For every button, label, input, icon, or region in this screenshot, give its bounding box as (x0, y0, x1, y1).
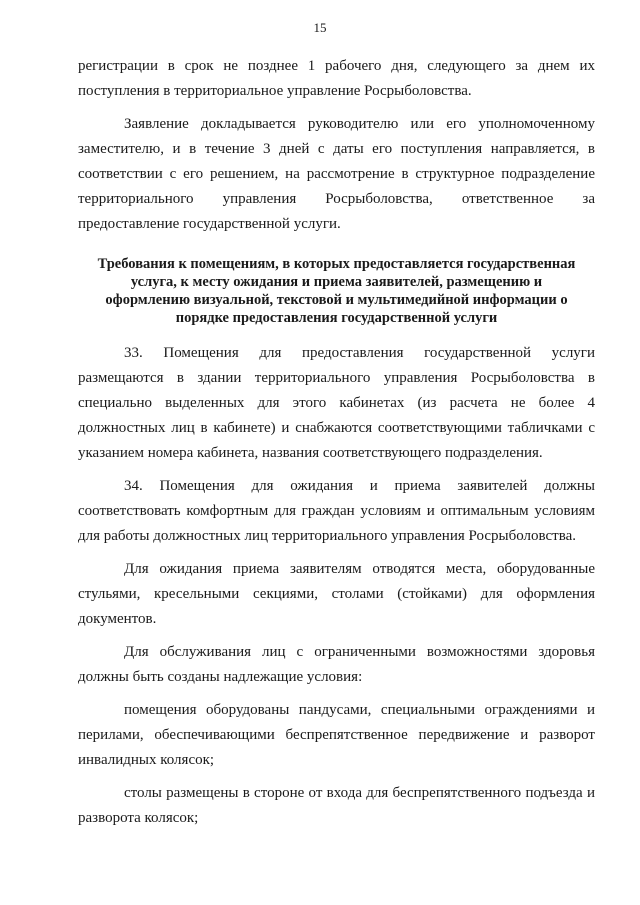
paragraph-waiting-places: Для ожидания приема заявителям отводятся места, оборудованные стульями, кресельными секциями, столами (стойками) для оформления документов. (78, 561, 595, 627)
document-body (78, 54, 595, 831)
section-heading: Требования к помещениям, в которых предоставляется государственная услуга, к месту ожидания и приема заявителей, размещению и оформлению визуальной, текстовой и мультимедийной информации о порядке предоставления государственной услуги (97, 256, 576, 326)
paragraph-spacer (78, 549, 595, 557)
page-number: 15 (313, 20, 327, 35)
paragraph-spacer (78, 632, 595, 640)
paragraph-ramps: помещения оборудованы пандусами, специальными ограждениями и перилами, обеспечивающими беспрепятственное передвижение и разворот инвалидных колясок; (78, 702, 595, 768)
paragraph-tables: столы размещены в стороне от входа для беспрепятственного подъезда и разворота колясок; (78, 785, 595, 826)
paragraph-accessibility: Для обслуживания лиц с ограниченными возможностями здоровья должны быть созданы надлежащие условия: (78, 644, 595, 685)
paragraph-spacer (78, 466, 595, 474)
paragraph-item-33: 33. Помещения для предоставления государственной услуги размещаются в здании территориального управления Росрыболовства в специально выделенных для этого кабинетах (из расчета не более 4 должностных лиц в кабинете) и снабжаются соответствующими табличками с указанием номера кабинета, названия соответствующего подразделения. (78, 345, 595, 461)
paragraph-application-review: Заявление докладывается руководителю или его уполномоченному заместителю, и в течение 3 дней с даты его поступления направляется, в соответствии с его решением, на рассмотрение в структурное подразделение территориального управления Росрыболовства, ответственное за предоставление государственной услуги. (78, 116, 595, 232)
paragraph-spacer (78, 104, 595, 112)
paragraph-spacer (78, 690, 595, 698)
paragraph-continuation: регистрации в срок не позднее 1 рабочего дня, следующего за днем их поступления в территориальное управление Росрыболовства. (78, 58, 595, 99)
paragraph-spacer (78, 773, 595, 781)
paragraph-item-34: 34. Помещения для ожидания и приема заявителей должны соответствовать комфортным для граждан условиям и оптимальным условиям для работы должностных лиц территориального управления Росрыболовства. (78, 478, 595, 544)
